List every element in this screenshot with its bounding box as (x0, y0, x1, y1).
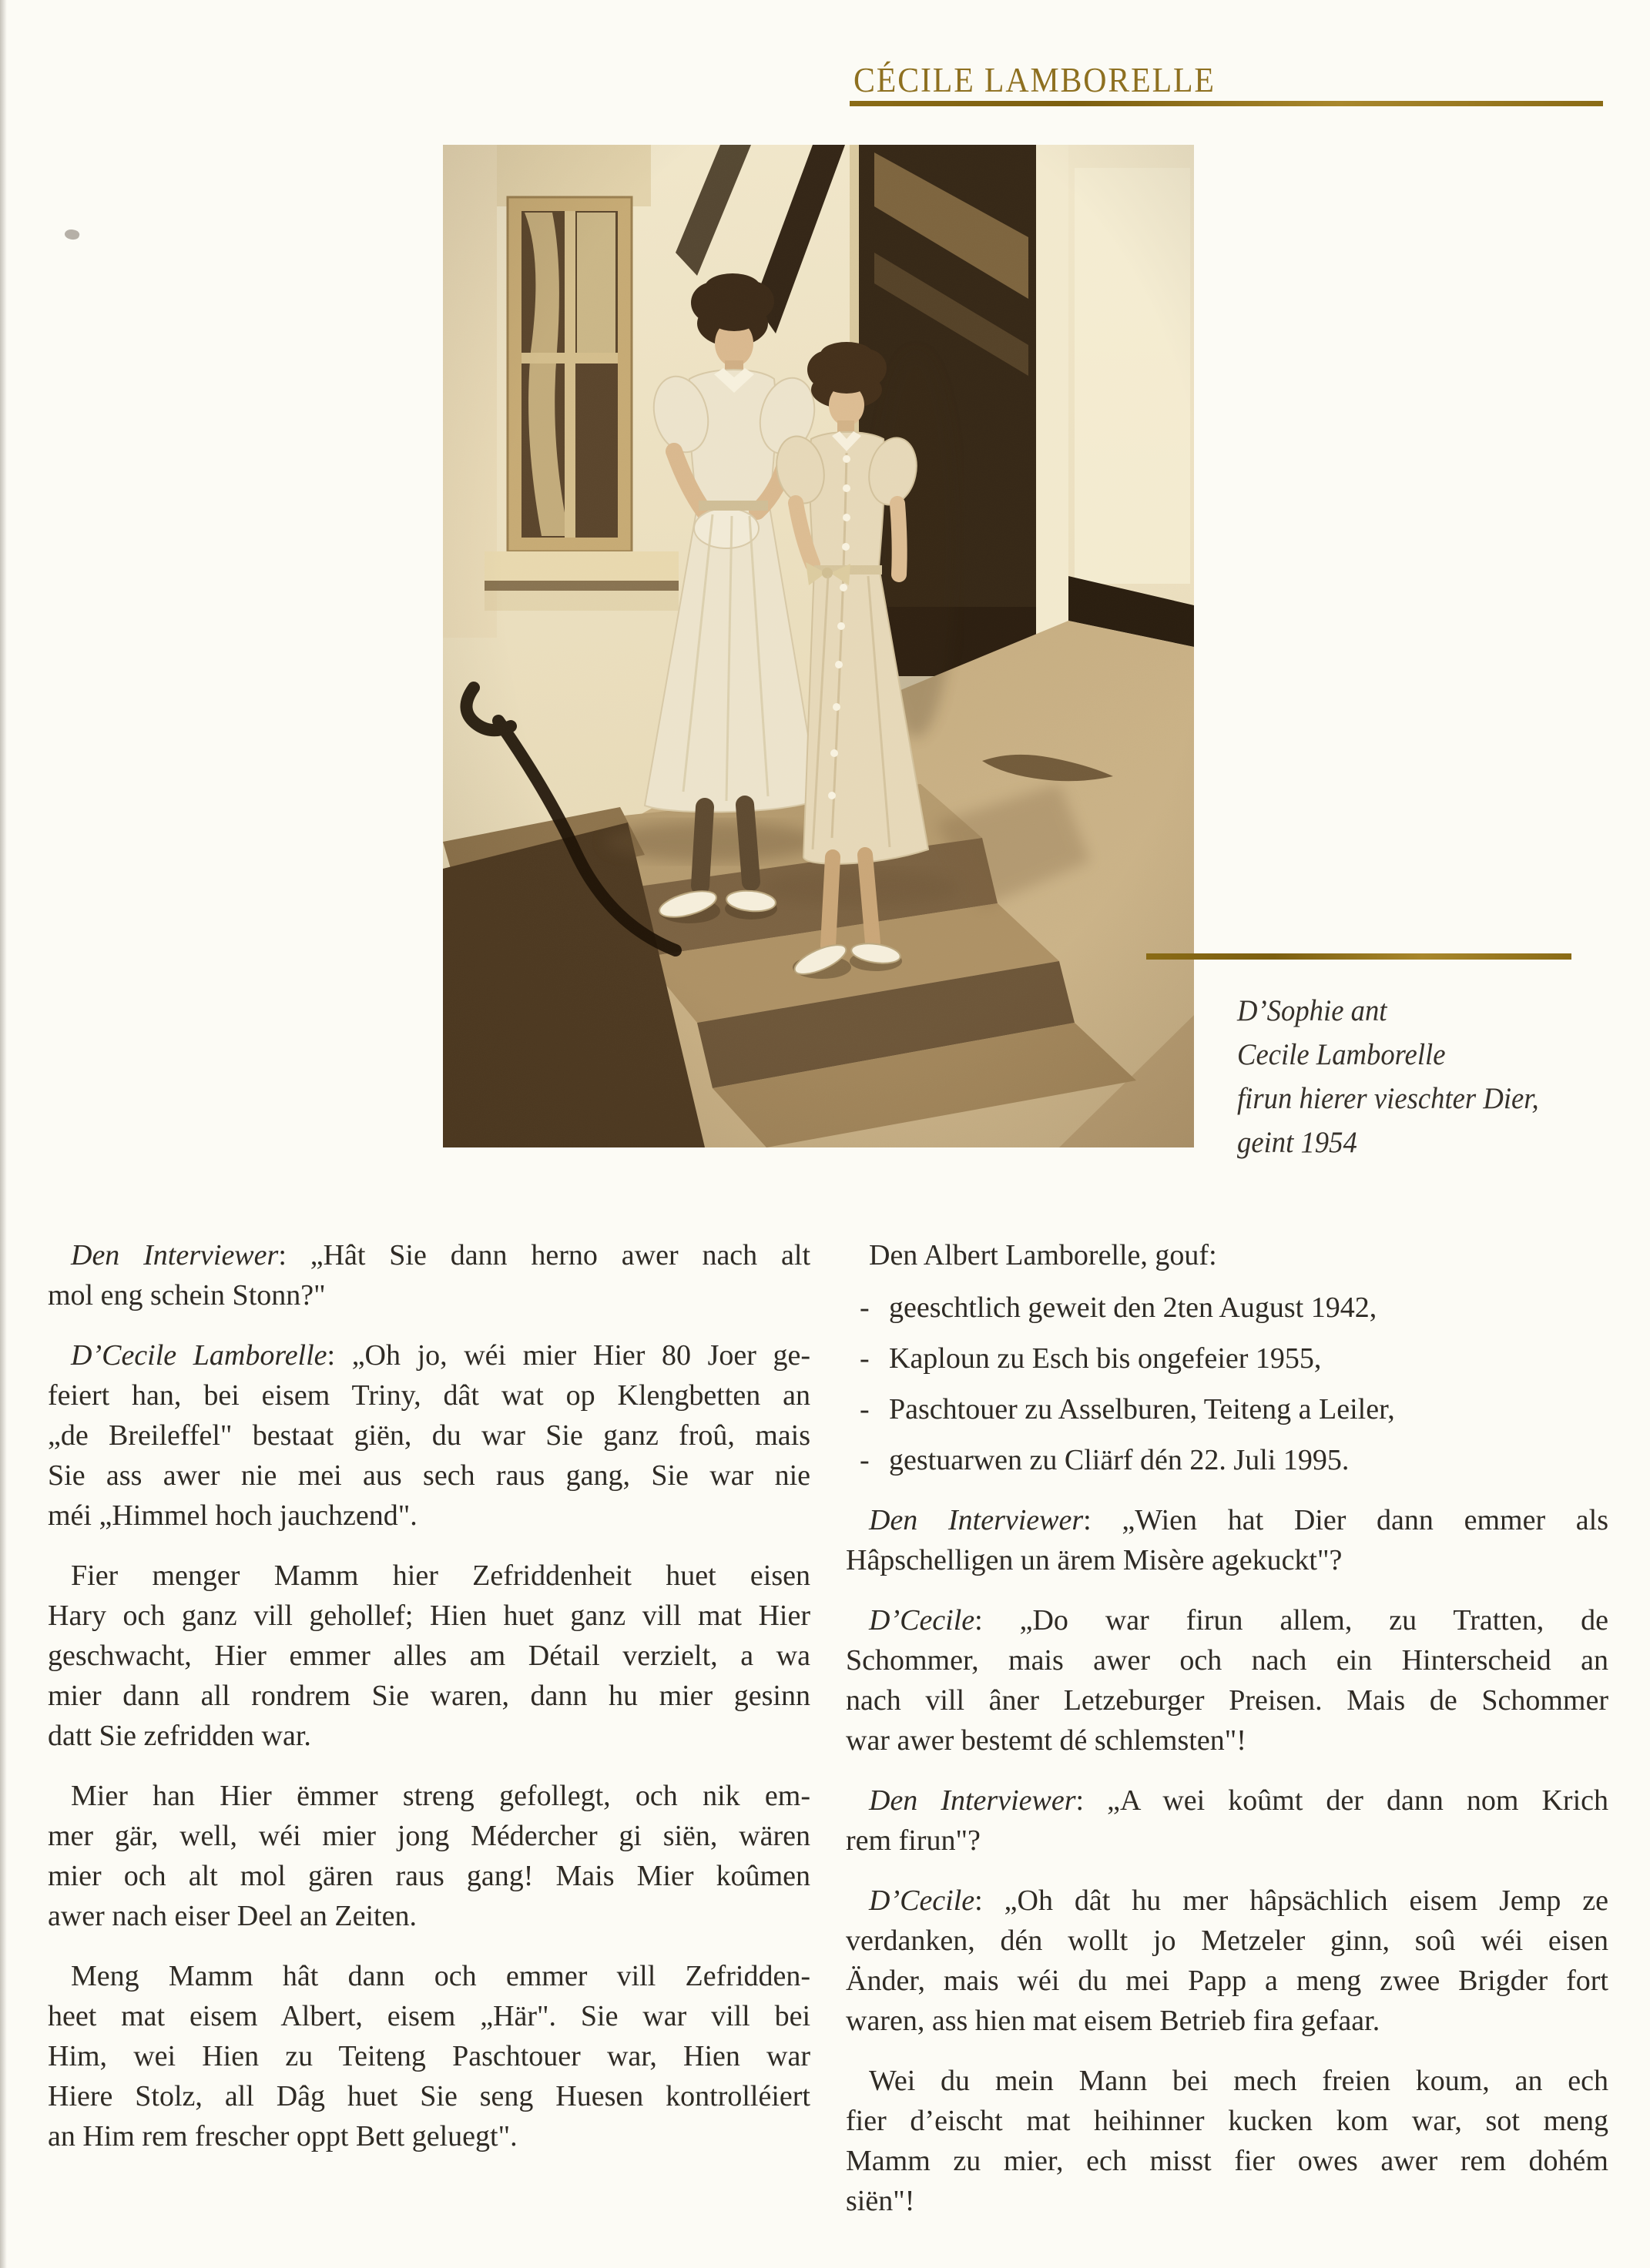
text-line: waren, ass hien mat eisem Betrieb fira gefaar. (846, 2005, 1380, 2037)
text-line: „de Breileffel" bestaat giën, du war Sie ganz froû, mais (48, 1419, 810, 1452)
text-line: rem firun"? (846, 1824, 981, 1857)
text-line: Him, wei Hien zu Teiteng Paschtouer war, Hien war (48, 2040, 810, 2072)
paragraph (48, 1776, 810, 1936)
paragraph (846, 1781, 1608, 1861)
text-line: Den Interviewer: „A wei koûmt der dann nom Krich (869, 1784, 1608, 1817)
list-dash: - (860, 1393, 870, 1425)
text-line: awer nach eiser Deel an Zeiten. (48, 1900, 417, 1932)
caption-line: D’Sophie ant (1237, 994, 1387, 1027)
speaker-name: Den Interviewer (869, 1784, 1076, 1817)
text-line: mier dann all rondrem Sie waren, dann hu mier gesinn (48, 1680, 810, 1712)
list-item-text: geeschtlich geweit den 2ten August 1942, (889, 1291, 1377, 1324)
text-line: Meng Mamm hât dann och emmer vill Zefridden- (71, 1960, 810, 1992)
right-column (846, 1235, 1608, 2221)
text-line: Fier menger Mamm hier Zefriddenheit huet eisen (71, 1559, 810, 1592)
paragraph (48, 1335, 810, 1536)
text-line: Den Interviewer: „Wien hat Dier dann emmer als (869, 1504, 1608, 1536)
text-line: Den Albert Lamborelle, gouf: (869, 1239, 1217, 1271)
list-item-text: Kaploun zu Esch bis ongefeier 1955, (889, 1342, 1322, 1375)
text-line: Hiere Stolz, all Dâg huet Sie seng Huesen kontrolléiert (48, 2080, 810, 2112)
list-item (846, 1389, 1608, 1429)
paragraph (846, 1235, 1608, 1275)
paragraph (48, 1235, 810, 1315)
caption-line: firun hierer vieschter Dier, (1237, 1082, 1539, 1115)
text-line: heet mat eisem Albert, eisem „Här". Sie war vill bei (48, 2000, 810, 2032)
scan-edge-shadow (0, 0, 7, 2268)
speaker-name: D’Cecile (869, 1884, 975, 1917)
speaker-name: D’Cecile Lamborelle (71, 1339, 327, 1372)
text-line: mol eng schein Stonn?" (48, 1279, 326, 1312)
text-line: Änder, mais wéi du mei Papp a meng zwee Brigder fort (846, 1965, 1608, 1997)
caption-gold-rule (1146, 953, 1571, 960)
text-line: fier d’eischt mat heihinner kucken kom war, sot meng (846, 2105, 1608, 2137)
left-column (48, 1235, 810, 2156)
list-item-text: Paschtouer zu Asselburen, Teiteng a Leiler, (889, 1393, 1395, 1425)
text-line: Mier han Hier ëmmer streng gefollegt, och nik em- (71, 1780, 810, 1812)
speaker-name: D’Cecile (869, 1604, 975, 1637)
text-line: mier och alt mol gären raus gang! Mais Mier koûmen (48, 1860, 810, 1892)
text-line: mer gär, well, wéi mier jong Médercher gi siën, wären (48, 1820, 810, 1852)
list-dash: - (860, 1291, 870, 1324)
text-line: Den Interviewer: „Hât Sie dann herno awer nach alt (71, 1239, 810, 1271)
list-item (846, 1440, 1608, 1480)
list-item (846, 1288, 1608, 1328)
list-dash: - (860, 1444, 870, 1476)
paragraph (846, 1600, 1608, 1760)
title-gold-rule (850, 101, 1603, 106)
text-line: war awer bestemt dé schlemsten"! (846, 1724, 1246, 1757)
page-title: CÉCILE LAMBORELLE (854, 61, 1216, 99)
list-item (846, 1338, 1608, 1379)
text-line: Mamm zu mier, ech misst fier owes awer rem dohém (846, 2145, 1608, 2177)
paragraph (846, 1500, 1608, 1580)
paragraph (846, 1881, 1608, 2041)
paragraph (48, 1956, 810, 2156)
text-line: datt Sie zefridden war. (48, 1720, 311, 1752)
text-line: D’Cecile: „Do war firun allem, zu Tratten, de (869, 1604, 1608, 1637)
text-line: Hâpschelligen un ärem Misère agekuckt"? (846, 1544, 1343, 1576)
text-line: Schommer, mais awer och nach ein Hinterscheid an (846, 1644, 1608, 1677)
speaker-name: Den Interviewer (71, 1239, 279, 1271)
text-line: Sie ass awer nie mei aus sech raus gang, Sie war nie (48, 1459, 810, 1492)
text-line: méi „Himmel hoch jauchzend". (48, 1499, 418, 1532)
text-line: siën"! (846, 2185, 915, 2217)
list-dash: - (860, 1342, 870, 1375)
text-line: D’Cecile Lamborelle: „Oh jo, wéi mier Hier 80 Joer ge- (71, 1339, 810, 1372)
photo-caption (1237, 989, 1628, 1164)
text-line: geschwacht, Hier emmer alles am Détail verzielt, a wa (48, 1640, 810, 1672)
text-line: verdanken, dén wollt jo Metzeler ginn, soû wéi eisen (846, 1925, 1608, 1957)
speaker-name: Den Interviewer (869, 1504, 1084, 1536)
text-line: Wei du mein Mann bei mech freien koum, an ech (869, 2065, 1608, 2097)
list-item-text: gestuarwen zu Cliärf dén 22. Juli 1995. (889, 1444, 1350, 1476)
text-line: D’Cecile: „Oh dât hu mer hâpsächlich eisem Jemp ze (869, 1884, 1608, 1917)
text-line: nach vill âner Letzeburger Preisen. Mais de Schommer (846, 1684, 1608, 1717)
text-line: an Him rem frescher oppt Bett geluegt". (48, 2120, 518, 2152)
paragraph (846, 2061, 1608, 2221)
caption-line: geint 1954 (1237, 1126, 1357, 1159)
paragraph (48, 1556, 810, 1756)
sepia-photograph (443, 145, 1194, 1147)
text-line: feiert han, bei eisem Triny, dât wat op Klengbetten an (48, 1379, 810, 1412)
scan-smudge (64, 228, 81, 241)
caption-line: Cecile Lamborelle (1237, 1038, 1446, 1071)
text-line: Hary och ganz vill gehollef; Hien huet ganz vill mat Hier (48, 1600, 810, 1632)
